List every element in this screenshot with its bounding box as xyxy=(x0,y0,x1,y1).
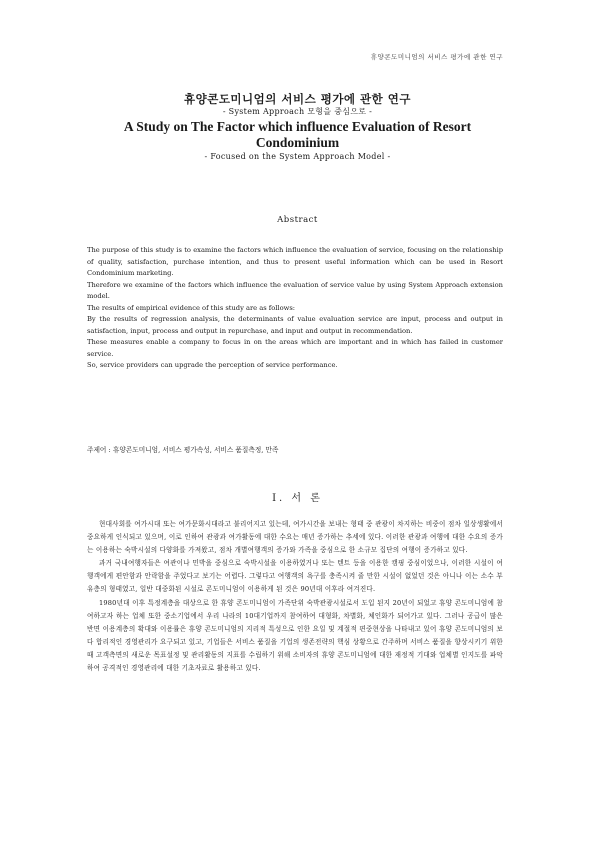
korean-subtitle: - System Approach 모형을 중심으로 - xyxy=(222,107,373,116)
korean-title: 휴양콘도미니엄의 서비스 평가에 관한 연구 xyxy=(184,92,411,106)
abstract-paragraph: The purpose of this study is to examine the factors which influence the evaluation of service, focusing on the relationship of quality, satisfaction, purchase intention, and thus to present useful information which can be used in Resort Condominium marketing. xyxy=(87,246,503,277)
keywords: 주제어 : 휴양콘도미니엄, 서비스 평가속성, 서비스 품질측정, 만족 xyxy=(87,446,279,454)
english-subtitle: - Focused on the System Approach Model - xyxy=(204,152,391,161)
running-header: 휴양콘도미니엄의 서비스 평가에 관한 연구 xyxy=(370,53,503,61)
body-paragraph: 현대사회를 여가시대 또는 여가문화시대라고 불리어지고 있는데, 여가시간을 보내는 형태 중 관광이 차지하는 비중이 점차 일상생활에서 중요하게 인식되고 있으며, 이로 인하여 관광과 여가활동에 대한 수요는 매년 증가하는 추세에 있다. 이러한 관광과 여행에 대한 수요의 증가는 이용하는 숙박시설의 다양화를 가져왔고, 점차 개별여행객의 증가와 가족을 중심으로 한 소규모 집단의 여행이 증가하고 있다. xyxy=(87,520,503,555)
abstract-heading: Abstract xyxy=(277,215,318,225)
english-title-line-1: A Study on The Factor which influence Evaluation of Resort xyxy=(123,119,472,134)
abstract-paragraph: By the results of regression analysis, the determinants of value evaluation service are input, process and output in satisfaction, input, process and output in repurchase, and input and output in recommendation. xyxy=(87,315,503,335)
section-heading-introduction: I. 서 론 xyxy=(272,493,323,504)
body-paragraph: 과거 국내여행자들은 여관이나 민박을 중심으로 숙박시설을 이용하였거나 또는 텐트 등을 이용한 캠핑 중심이었으나, 이러한 시설이 여행객에게 편안함과 안락함을 주었다고 보기는 어렵다. 그렇다고 여행객의 욕구를 충족시켜 줄 만한 시설이 없었던 것은 아니나 이는 소수 부유층의 형태였고, 일반 대중화된 시설로 콘도미니엄이 이용하게 된 것은 90년대 이후라 여겨진다. xyxy=(87,559,503,594)
abstract-body xyxy=(87,245,503,372)
introduction-body xyxy=(87,518,503,675)
abstract-paragraph: These measures enable a company to focus in on the areas which are important and in which has failed in customer service. xyxy=(87,338,503,358)
abstract-paragraph: The results of empirical evidence of this study are as follows: xyxy=(87,303,296,312)
abstract-paragraph: So, service providers can upgrade the perception of service performance. xyxy=(87,361,338,369)
english-title-line-2: Condominium xyxy=(255,135,340,150)
abstract-paragraph: Therefore we examine of the factors which influence the evaluation of service value by using System Approach extension model. xyxy=(87,280,503,300)
body-paragraph: 1980년대 이후 특정계층을 대상으로 한 휴양 콘도미니엄이 가족단위 숙박관광시설로서 도입 된지 20년이 되었고 휴양 콘도미니엄에 참여하고자 하는 업체 또한 중소기업에서 우리 나라의 10대기업까지 참여하여 대형화, 차별화, 체인화가 되어가고 있다. 그러나 공급이 많은 반면 이용계층의 확대와 이용률은 휴양 콘도미니엄의 지리적 특성으로 인한 요일 및 계절적 편중현상을 나타내고 있어 휴양 콘도미니엄의 보다 합리적인 경영관리가 요구되고 있고, 기업들은 서비스 품질을 기업의 생존전략의 핵심 상황으로 간주하며 서비스 품질을 향상시키기 위한 때 고객측면의 새로운 목표설정 및 관리활동의 지표를 수립하기 위해 소비자의 휴양 콘도미니엄에 대한 재정적 기대와 업체별 인지도를 파악하여 공격적인 경영관리에 대한 기초자료로 활용하고 있다. xyxy=(87,598,503,673)
title-block xyxy=(0,92,595,163)
